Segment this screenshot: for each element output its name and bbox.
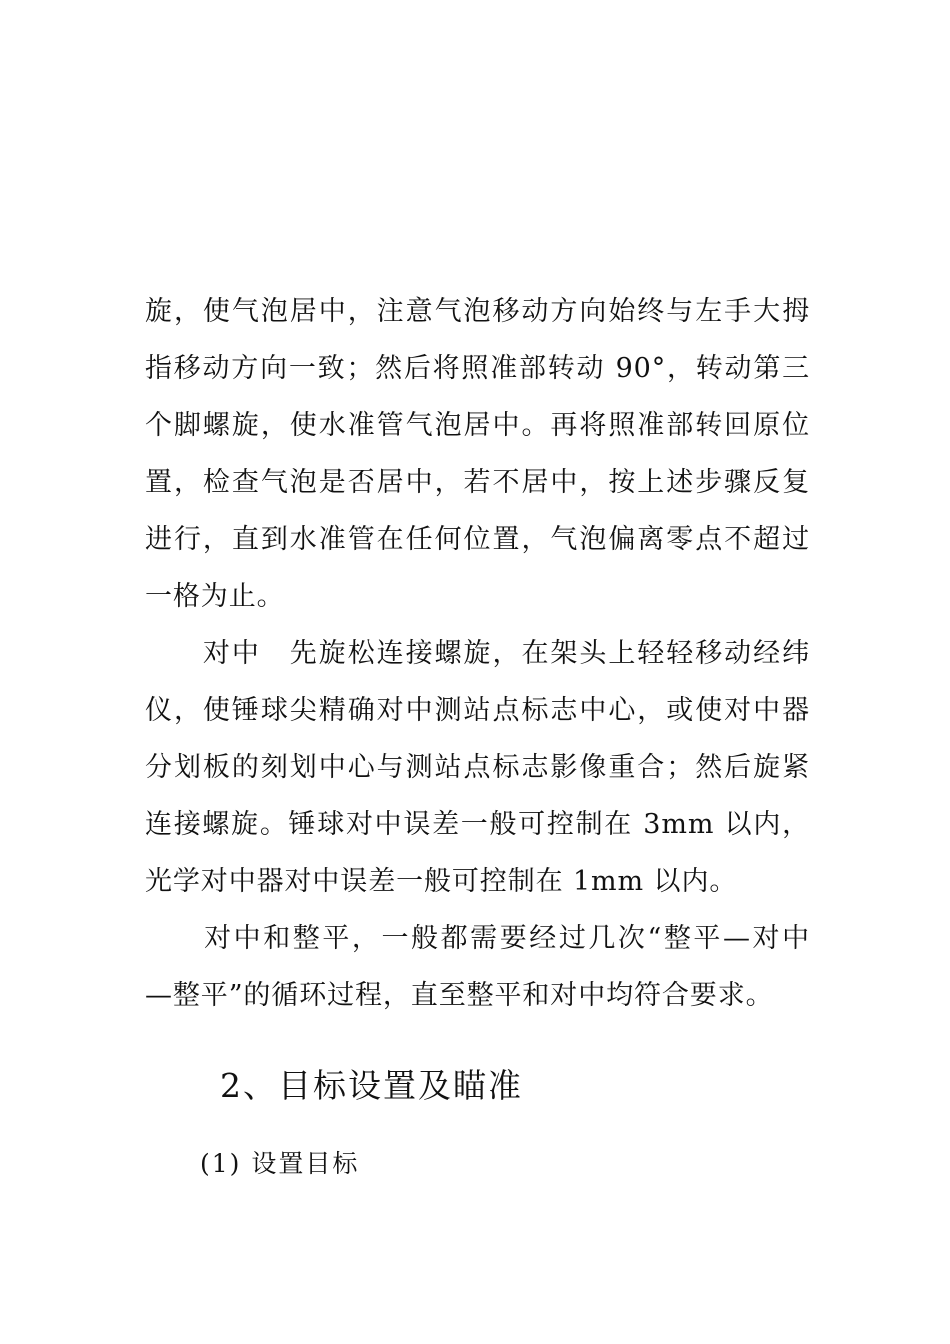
paragraph-cycle	[145, 910, 810, 1024]
text-line: 进行，直到水准管在任何位置，气泡偏离零点不超过	[145, 524, 810, 555]
text-line: 旋，使气泡居中，注意气泡移动方向始终与左手大拇	[145, 296, 810, 327]
paragraph-leveling	[145, 283, 810, 625]
text-line: 置，检查气泡是否居中，若不居中，按上述步骤反复	[145, 467, 810, 498]
text-line: 对中 先旋松连接螺旋，在架头上轻轻移动经纬	[145, 638, 810, 669]
text-line: 个脚螺旋，使水准管气泡居中。再将照准部转回原位	[145, 410, 810, 441]
text-line: 连接螺旋。锤球对中误差一般可控制在 3mm 以内，	[145, 809, 810, 840]
section-heading: 2、目标设置及瞄准	[220, 1066, 523, 1105]
subsection-heading: (1) 设置目标	[200, 1149, 360, 1178]
text-line: 仪，使锤球尖精确对中测站点标志中心，或使对中器	[145, 695, 810, 726]
text-line: 分划板的刻划中心与测站点标志影像重合；然后旋紧	[145, 752, 810, 783]
text-line: 对中和整平，一般都需要经过几次“整平—对中	[145, 923, 810, 954]
paragraph-centering	[145, 625, 810, 910]
text-line: 一格为止。	[145, 581, 285, 612]
text-line: 光学对中器对中误差一般可控制在 1mm 以内。	[145, 866, 738, 897]
text-line: —整平”的循环过程，直至整平和对中均符合要求。	[145, 980, 774, 1011]
text-line: 指移动方向一致；然后将照准部转动 90°，转动第三	[145, 353, 810, 384]
